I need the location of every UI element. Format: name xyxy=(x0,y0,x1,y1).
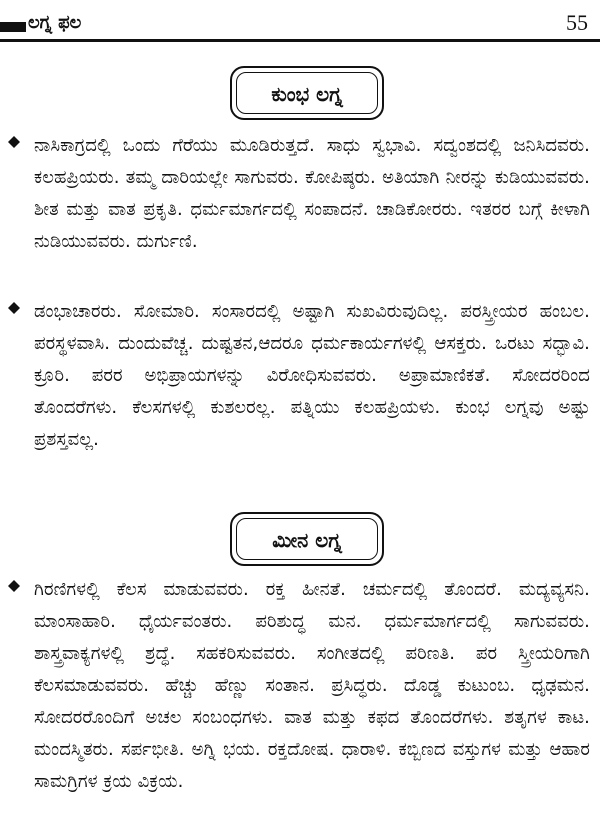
header-mark-icon xyxy=(0,22,26,32)
diamond-bullet-icon xyxy=(8,580,20,592)
section-title: ಕುಂಭ ಲಗ್ನ xyxy=(271,82,343,106)
diamond-bullet-icon xyxy=(8,136,20,148)
diamond-bullet-icon xyxy=(8,302,20,314)
bullet-text: ಗಿರಣಿಗಳಲ್ಲಿ ಕೆಲಸ ಮಾಡುವವರು. ರಕ್ತ ಹೀನತೆ. ಚರ್ಮದಲ್ಲಿ ತೊಂದರೆ. ಮದ್ಯವ್ಯಸನಿ. ಮಾಂಸಾಹಾರಿ. ಧೈರ್ಯವಂತರು. ಪರಿಶುದ್ಧ ಮನ. ಧರ್ಮಮಾರ್ಗದಲ್ಲಿ ಸಾಗುವವರು. ಶಾಸ್ತ್ರವಾಕ್ಯಗಳಲ್ಲಿ ಶ್ರದ್ಧೆ. ಸಹಕರಿಸುವವರು. ಸಂಗೀತದಲ್ಲಿ ಪರಿಣತಿ. ಪರ ಸ್ತ್ರೀಯರಿಗಾಗಿ ಕೆಲಸಮಾಡುವವರು. ಹೆಚ್ಚು ಹೆಣ್ಣು ಸಂತಾನ. ಪ್ರಸಿದ್ಧರು. ದೊಡ್ಡ ಕುಟುಂಬ. ಧೃಢಮನ. ಸೋದರರೊಂದಿಗೆ ಅಚಲ ಸಂಬಂಧಗಳು. ವಾತ ಮತ್ತು ಕಫದ ತೊಂದರೆಗಳು. ಶತೃಗಳ ಕಾಟ. ಮಂದಸ್ಮಿತರು. ಸರ್ಪಭೀತಿ. ಅಗ್ನಿ ಭಯ. ರಕ್ತದೋಷ. ಧಾರಾಳಿ. ಕಬ್ಬಿಣದ ವಸ್ತುಗಳ ಮತ್ತು ಆಹಾರ ಸಾಮಗ್ರಿಗಳ ಕ್ರಯ ವಿಕ್ರಯ. xyxy=(34,579,590,792)
page-number: 55 xyxy=(566,10,588,35)
header-rule xyxy=(0,39,600,42)
section-title: ಮೀನ ಲಗ್ನ xyxy=(272,528,342,552)
page-header xyxy=(0,0,600,40)
section-heading-kumbha xyxy=(230,66,384,120)
section-heading-meena xyxy=(230,512,384,566)
bullet-text: ಡಂಭಾಚಾರರು. ಸೋಮಾರಿ. ಸಂಸಾರದಲ್ಲಿ ಅಷ್ಟಾಗಿ ಸುಖವಿರುವುದಿಲ್ಲ. ಪರಸ್ತ್ರೀಯರ ಹಂಬಲ. ಪರಸ್ಥಳವಾಸಿ. ದುಂದುವೆಚ್ಚ. ದುಷ್ಟತನ,ಆದರೂ ಧರ್ಮಕಾರ್ಯಗಳಲ್ಲಿ ಆಸಕ್ತರು. ಒರಟು ಸದ್ಭಾವಿ. ಕ್ರೂರಿ. ಪರರ ಅಭಿಪ್ರಾಯಗಳನ್ನು ವಿರೋಧಿಸುವವರು. ಅಪ್ರಾಮಾಣಿಕತೆ. ಸೋದರರಿಂದ ತೊಂದರೆಗಳು. ಕೆಲಸಗಳಲ್ಲಿ ಕುಶಲರಲ್ಲ. ಪತ್ನಿಯು ಕಲಹಪ್ರಿಯಳು. ಕುಂಭ ಲಗ್ನವು ಅಷ್ಟು ಪ್ರಶಸ್ತವಲ್ಲ. xyxy=(34,301,590,450)
bullet-text: ನಾಸಿಕಾಗ್ರದಲ್ಲಿ ಒಂದು ಗೆರೆಯು ಮೂಡಿರುತ್ತದೆ. ಸಾಧು ಸ್ವಭಾವಿ. ಸದ್ವಂಶದಲ್ಲಿ ಜನಿಸಿದವರು. ಕಲಹಪ್ರಿಯರು. ತಮ್ಮ ದಾರಿಯಲ್ಲೇ ಸಾಗುವರು. ಕೋಪಿಷ್ಠರು. ಅತಿಯಾಗಿ ನೀರನ್ನು ಕುಡಿಯುವವರು. ಶೀತ ಮತ್ತು ವಾತ ಪ್ರಕೃತಿ. ಧರ್ಮಮಾರ್ಗದಲ್ಲಿ ಸಂಪಾದನೆ. ಚಾಡಿಕೋರರು. ಇತರರ ಬಗ್ಗೆ ಕೀಳಾಗಿ ನುಡಿಯುವವರು. ದುರ್ಗುಣಿ. xyxy=(34,135,590,252)
header-title: ಲಗ್ನ ಫಲ xyxy=(28,12,82,33)
